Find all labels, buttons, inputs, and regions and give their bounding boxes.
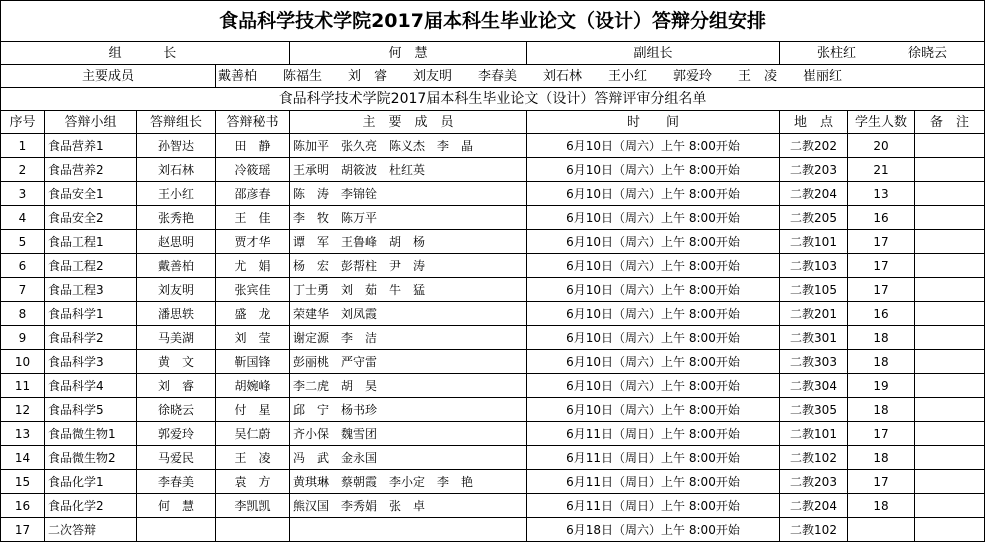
cell-note xyxy=(915,206,985,230)
cell-no: 13 xyxy=(1,422,45,446)
cell-note xyxy=(915,278,985,302)
cell-leader: 刘友明 xyxy=(137,278,216,302)
vice-leader-label: 副组长 xyxy=(527,42,780,65)
cell-no: 14 xyxy=(1,446,45,470)
cell-place: 二教203 xyxy=(780,470,848,494)
cell-no: 3 xyxy=(1,182,45,206)
cell-time: 6月10日（周六）上午 8:00开始 xyxy=(527,278,780,302)
header-cell-note: 备 注 xyxy=(915,111,985,134)
cell-no: 12 xyxy=(1,398,45,422)
header-cell-count: 学生人数 xyxy=(848,111,915,134)
cell-secretary: 王 佳 xyxy=(216,206,290,230)
table-row xyxy=(1,422,985,446)
table-row xyxy=(1,398,985,422)
cell-time: 6月18日（周六）上午 8:00开始 xyxy=(527,518,780,542)
cell-place: 二教202 xyxy=(780,134,848,158)
cell-leader: 何 慧 xyxy=(137,494,216,518)
cell-group: 二次答辩 xyxy=(45,518,137,542)
cell-secretary: 吴仁蔚 xyxy=(216,422,290,446)
cell-time: 6月10日（周六）上午 8:00开始 xyxy=(527,326,780,350)
cell-note xyxy=(915,446,985,470)
cell-members: 熊汉国 李秀娟 张 卓 xyxy=(290,494,527,518)
cell-group: 食品微生物1 xyxy=(45,422,137,446)
cell-group: 食品科学1 xyxy=(45,302,137,326)
cell-place: 二教101 xyxy=(780,230,848,254)
cell-note xyxy=(915,182,985,206)
table-row xyxy=(1,470,985,494)
cell-secretary: 冷筱瑶 xyxy=(216,158,290,182)
cell-group: 食品营养2 xyxy=(45,158,137,182)
cell-members: 彭丽桃 严守雷 xyxy=(290,350,527,374)
header-cell-members: 主 要 成 员 xyxy=(290,111,527,134)
cell-place: 二教201 xyxy=(780,302,848,326)
cell-note xyxy=(915,494,985,518)
cell-secretary: 尤 娟 xyxy=(216,254,290,278)
cell-no: 5 xyxy=(1,230,45,254)
header-cell-leader: 答辩组长 xyxy=(137,111,216,134)
cell-count: 18 xyxy=(848,446,915,470)
table-row xyxy=(1,230,985,254)
cell-leader: 潘思轶 xyxy=(137,302,216,326)
cell-leader: 张秀艳 xyxy=(137,206,216,230)
cell-leader: 刘石林 xyxy=(137,158,216,182)
header-cell-no: 序号 xyxy=(1,111,45,134)
cell-leader xyxy=(137,518,216,542)
header-cell-time: 时 间 xyxy=(527,111,780,134)
members-label: 主要成员 xyxy=(1,65,216,88)
cell-note xyxy=(915,230,985,254)
cell-group: 食品科学5 xyxy=(45,398,137,422)
cell-count: 17 xyxy=(848,278,915,302)
cell-group: 食品工程1 xyxy=(45,230,137,254)
cell-no: 16 xyxy=(1,494,45,518)
cell-no: 8 xyxy=(1,302,45,326)
cell-place: 二教102 xyxy=(780,518,848,542)
cell-count: 13 xyxy=(848,182,915,206)
cell-leader: 赵思明 xyxy=(137,230,216,254)
cell-place: 二教303 xyxy=(780,350,848,374)
table-subtitle: 食品科学技术学院2017届本科生毕业论文（设计）答辩评审分组名单 xyxy=(1,88,985,111)
cell-time: 6月10日（周六）上午 8:00开始 xyxy=(527,398,780,422)
cell-time: 6月11日（周日）上午 8:00开始 xyxy=(527,470,780,494)
table-row xyxy=(1,446,985,470)
cell-count: 17 xyxy=(848,422,915,446)
cell-no: 15 xyxy=(1,470,45,494)
header-cell-place: 地 点 xyxy=(780,111,848,134)
cell-leader: 孙智达 xyxy=(137,134,216,158)
table-row xyxy=(1,254,985,278)
cell-secretary: 李凯凯 xyxy=(216,494,290,518)
cell-group: 食品工程3 xyxy=(45,278,137,302)
cell-leader: 马美湖 xyxy=(137,326,216,350)
cell-leader: 刘 睿 xyxy=(137,374,216,398)
cell-members: 丁士勇 刘 茹 牛 猛 xyxy=(290,278,527,302)
cell-count: 18 xyxy=(848,398,915,422)
cell-group: 食品微生物2 xyxy=(45,446,137,470)
cell-no: 1 xyxy=(1,134,45,158)
cell-place: 二教102 xyxy=(780,446,848,470)
cell-members: 荣建华 刘凤霞 xyxy=(290,302,527,326)
cell-place: 二教305 xyxy=(780,398,848,422)
cell-no: 10 xyxy=(1,350,45,374)
cell-group: 食品安全2 xyxy=(45,206,137,230)
cell-no: 7 xyxy=(1,278,45,302)
cell-count: 18 xyxy=(848,326,915,350)
cell-no: 9 xyxy=(1,326,45,350)
cell-note xyxy=(915,302,985,326)
cell-members: 李二虎 胡 昊 xyxy=(290,374,527,398)
cell-time: 6月10日（周六）上午 8:00开始 xyxy=(527,134,780,158)
cell-members: 邱 宁 杨书珍 xyxy=(290,398,527,422)
table-row xyxy=(1,302,985,326)
table-body xyxy=(1,134,985,542)
cell-secretary: 邵彦春 xyxy=(216,182,290,206)
cell-members: 冯 武 金永国 xyxy=(290,446,527,470)
table-row xyxy=(1,134,985,158)
cell-group: 食品工程2 xyxy=(45,254,137,278)
cell-note xyxy=(915,254,985,278)
cell-note xyxy=(915,326,985,350)
cell-group: 食品营养1 xyxy=(45,134,137,158)
cell-no: 11 xyxy=(1,374,45,398)
cell-group: 食品安全1 xyxy=(45,182,137,206)
cell-time: 6月10日（周六）上午 8:00开始 xyxy=(527,230,780,254)
cell-count: 18 xyxy=(848,350,915,374)
cell-members: 陈 涛 李锦铨 xyxy=(290,182,527,206)
cell-leader: 李春美 xyxy=(137,470,216,494)
cell-no: 4 xyxy=(1,206,45,230)
cell-secretary: 张宾佳 xyxy=(216,278,290,302)
table-row xyxy=(1,350,985,374)
cell-place: 二教205 xyxy=(780,206,848,230)
cell-count xyxy=(848,518,915,542)
cell-time: 6月10日（周六）上午 8:00开始 xyxy=(527,206,780,230)
cell-note xyxy=(915,134,985,158)
cell-leader: 徐晓云 xyxy=(137,398,216,422)
cell-count: 21 xyxy=(848,158,915,182)
cell-note xyxy=(915,422,985,446)
cell-time: 6月10日（周六）上午 8:00开始 xyxy=(527,254,780,278)
cell-note xyxy=(915,470,985,494)
cell-leader: 王小红 xyxy=(137,182,216,206)
cell-leader: 戴善柏 xyxy=(137,254,216,278)
cell-place: 二教304 xyxy=(780,374,848,398)
cell-place: 二教105 xyxy=(780,278,848,302)
table-row xyxy=(1,182,985,206)
cell-secretary xyxy=(216,518,290,542)
cell-no: 2 xyxy=(1,158,45,182)
cell-secretary: 王 凌 xyxy=(216,446,290,470)
cell-note xyxy=(915,374,985,398)
cell-no: 6 xyxy=(1,254,45,278)
cell-time: 6月10日（周六）上午 8:00开始 xyxy=(527,302,780,326)
cell-place: 二教101 xyxy=(780,422,848,446)
header-row xyxy=(1,111,985,134)
cell-leader: 马爱民 xyxy=(137,446,216,470)
table-row xyxy=(1,494,985,518)
table-row xyxy=(1,374,985,398)
cell-members: 齐小保 魏雪团 xyxy=(290,422,527,446)
cell-note xyxy=(915,158,985,182)
cell-group: 食品化学1 xyxy=(45,470,137,494)
cell-secretary: 盛 龙 xyxy=(216,302,290,326)
header-cell-group: 答辩小组 xyxy=(45,111,137,134)
cell-time: 6月10日（周六）上午 8:00开始 xyxy=(527,350,780,374)
cell-time: 6月11日（周日）上午 8:00开始 xyxy=(527,494,780,518)
cell-secretary: 袁 方 xyxy=(216,470,290,494)
vice-leader-names: 张柱红 徐晓云 xyxy=(780,42,985,65)
cell-leader: 郭爱玲 xyxy=(137,422,216,446)
cell-note xyxy=(915,398,985,422)
cell-secretary: 贾才华 xyxy=(216,230,290,254)
table-row xyxy=(1,206,985,230)
cell-count: 20 xyxy=(848,134,915,158)
cell-secretary: 靳国锋 xyxy=(216,350,290,374)
cell-secretary: 胡婉峰 xyxy=(216,374,290,398)
cell-time: 6月11日（周日）上午 8:00开始 xyxy=(527,446,780,470)
leader-name: 何 慧 xyxy=(290,42,527,65)
cell-count: 17 xyxy=(848,230,915,254)
cell-group: 食品科学3 xyxy=(45,350,137,374)
cell-members: 陈加平 张久亮 陈义杰 李 晶 xyxy=(290,134,527,158)
cell-group: 食品化学2 xyxy=(45,494,137,518)
cell-members: 李 牧 陈万平 xyxy=(290,206,527,230)
table-row xyxy=(1,518,985,542)
cell-group: 食品科学4 xyxy=(45,374,137,398)
cell-place: 二教103 xyxy=(780,254,848,278)
cell-members: 谢定源 李 洁 xyxy=(290,326,527,350)
cell-place: 二教204 xyxy=(780,494,848,518)
cell-time: 6月11日（周日）上午 8:00开始 xyxy=(527,422,780,446)
cell-place: 二教204 xyxy=(780,182,848,206)
table-row xyxy=(1,326,985,350)
cell-note xyxy=(915,518,985,542)
cell-place: 二教203 xyxy=(780,158,848,182)
leader-label: 组 长 xyxy=(1,42,290,65)
table-row xyxy=(1,158,985,182)
cell-members: 黄琪琳 蔡朝霞 李小定 李 艳 xyxy=(290,470,527,494)
cell-leader: 黄 文 xyxy=(137,350,216,374)
cell-count: 16 xyxy=(848,302,915,326)
cell-count: 18 xyxy=(848,494,915,518)
cell-members: 王承明 胡筱波 杜红英 xyxy=(290,158,527,182)
cell-place: 二教301 xyxy=(780,326,848,350)
cell-time: 6月10日（周六）上午 8:00开始 xyxy=(527,158,780,182)
cell-note xyxy=(915,350,985,374)
cell-group: 食品科学2 xyxy=(45,326,137,350)
table-row xyxy=(1,278,985,302)
cell-members: 谭 军 王鲁峰 胡 杨 xyxy=(290,230,527,254)
cell-secretary: 田 静 xyxy=(216,134,290,158)
cell-no: 17 xyxy=(1,518,45,542)
header-cell-secretary: 答辩秘书 xyxy=(216,111,290,134)
cell-time: 6月10日（周六）上午 8:00开始 xyxy=(527,374,780,398)
cell-members: 杨 宏 彭帮柱 尹 涛 xyxy=(290,254,527,278)
cell-secretary: 刘 莹 xyxy=(216,326,290,350)
cell-secretary: 付 星 xyxy=(216,398,290,422)
cell-count: 19 xyxy=(848,374,915,398)
cell-time: 6月10日（周六）上午 8:00开始 xyxy=(527,182,780,206)
page-title: 食品科学技术学院2017届本科生毕业论文（设计）答辩分组安排 xyxy=(1,1,985,42)
cell-members xyxy=(290,518,527,542)
cell-count: 17 xyxy=(848,254,915,278)
members-names: 戴善柏 陈福生 刘 睿 刘友明 李春美 刘石林 王小红 郭爱玲 王 凌 崔丽红 xyxy=(216,65,985,88)
cell-count: 17 xyxy=(848,470,915,494)
cell-count: 16 xyxy=(848,206,915,230)
